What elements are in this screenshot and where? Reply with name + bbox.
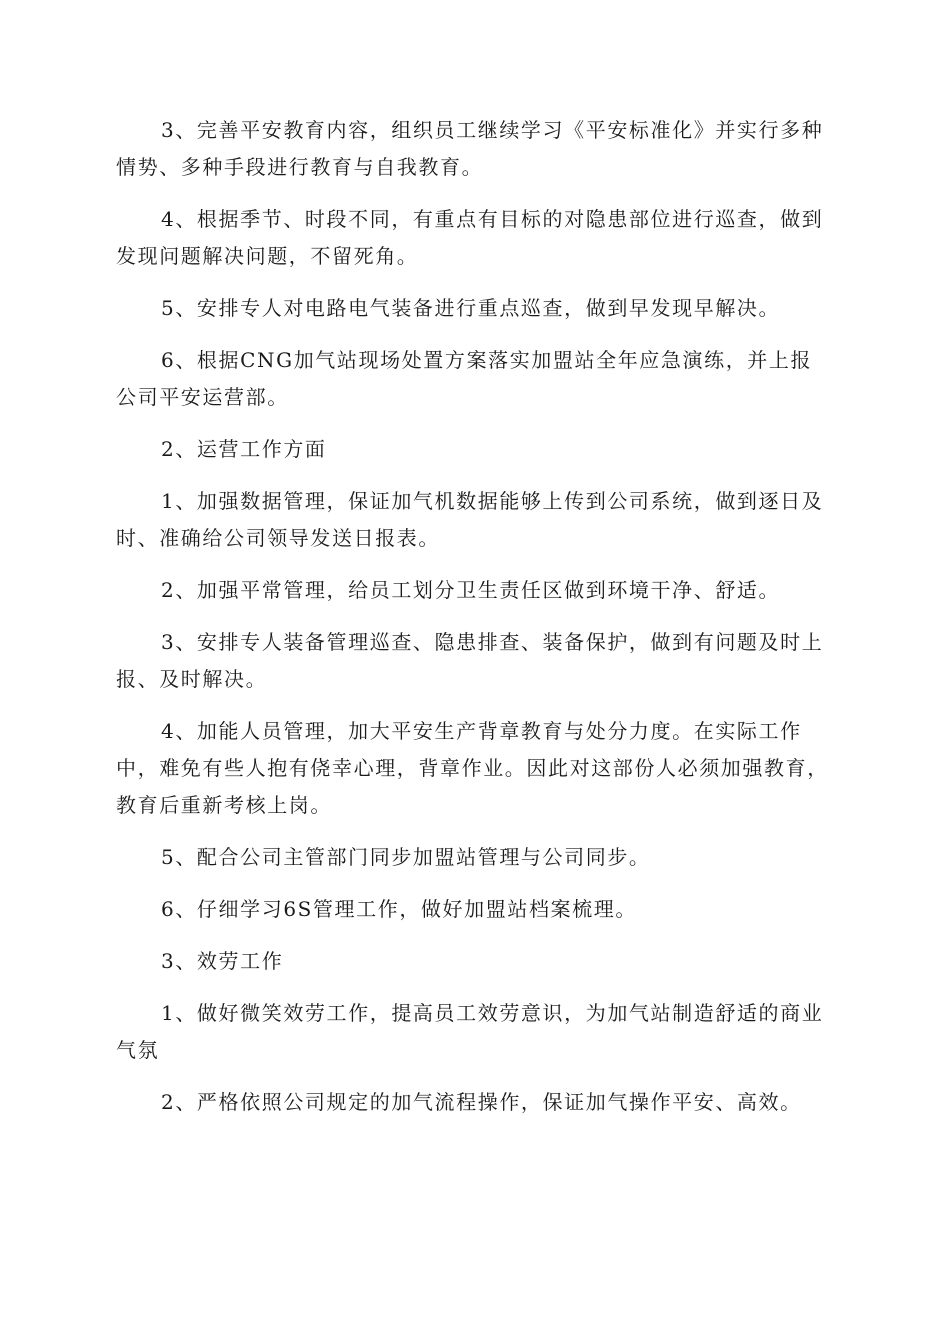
document-body bbox=[116, 112, 832, 1136]
paragraph-department-coordination: 5、配合公司主管部门同步加盟站管理与公司同步。 bbox=[161, 845, 651, 869]
section-heading-operations: 2、运营工作方面 bbox=[161, 437, 327, 461]
paragraph-emergency-drill: 6、根据CNG加气站现场处置方案落实加盟站全年应急演练，并上报公司平安运营部。 bbox=[116, 348, 813, 409]
paragraph-seasonal-inspection: 4、根据季节、时段不同，有重点有目标的对隐患部位进行巡查，做到发现问题解决问题，不留死角。 bbox=[116, 207, 824, 268]
section-heading-service: 3、效劳工作 bbox=[161, 949, 284, 973]
paragraph-data-management: 1、加强数据管理，保证加气机数据能够上传到公司系统，做到逐日及时、准确给公司领导发送日报表。 bbox=[116, 489, 824, 550]
paragraph-safety-education: 3、完善平安教育内容，组织员工继续学习《平安标准化》并实行多种情势、多种手段进行教育与自我教育。 bbox=[116, 118, 824, 179]
paragraph-smile-service: 1、做好微笑效劳工作，提高员工效劳意识，为加气站制造舒适的商业气氛 bbox=[116, 1001, 824, 1062]
paragraph-electrical-inspection: 5、安排专人对电路电气装备进行重点巡查，做到早发现早解决。 bbox=[161, 296, 781, 320]
paragraph-equipment-inspection: 3、安排专人装备管理巡查、隐患排查、装备保护，做到有问题及时上报、及时解决。 bbox=[116, 630, 824, 691]
paragraph-refueling-process: 2、严格依照公司规定的加气流程操作，保证加气操作平安、高效。 bbox=[161, 1090, 802, 1114]
paragraph-6s-management: 6、仔细学习6S管理工作，做好加盟站档案梳理。 bbox=[161, 897, 637, 921]
paragraph-personnel-management: 4、加能人员管理，加大平安生产背章教育与处分力度。在实际工作中，难免有些人抱有侥幸心理，背章作业。因此对这部份人必须加强教育，教育后重新考核上岗。 bbox=[116, 719, 829, 817]
paragraph-daily-management: 2、加强平常管理，给员工划分卫生责任区做到环境干净、舒适。 bbox=[161, 578, 781, 602]
